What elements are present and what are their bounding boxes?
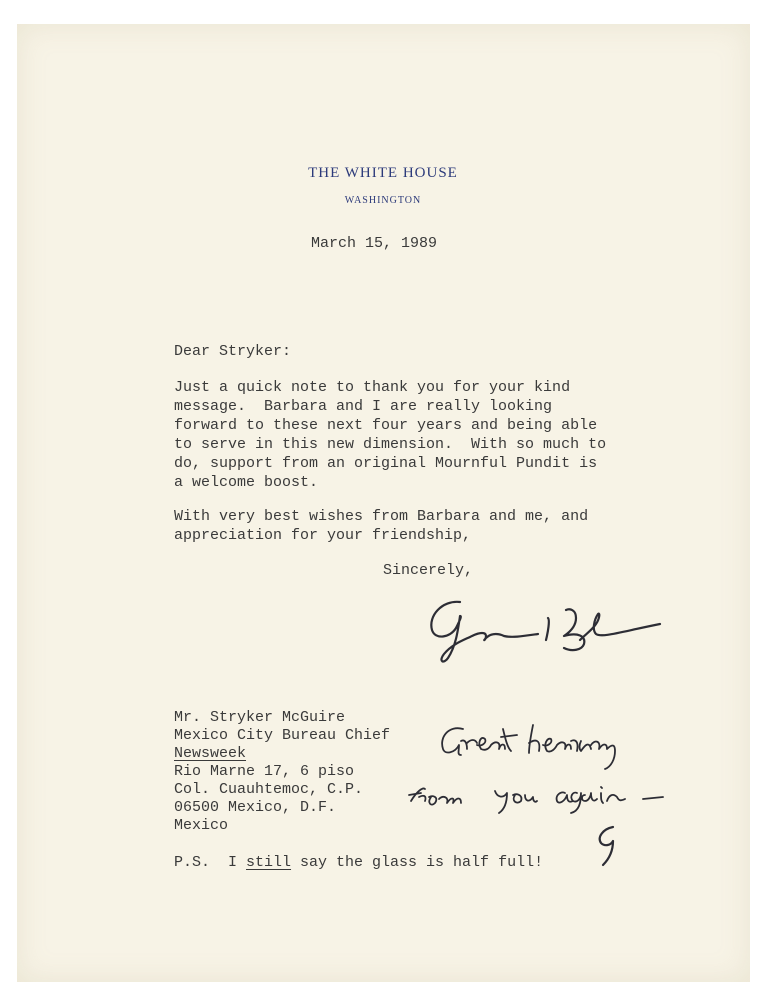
body-line: With very best wishes from Barbara and me, and (174, 508, 589, 525)
address-title: Mexico City Bureau Chief (174, 727, 391, 744)
body-line: Just a quick note to thank you for your kind (174, 379, 571, 396)
postscript-prefix: P.S. I (174, 854, 247, 871)
body-line: appreciation for your friendship, (174, 527, 472, 544)
address-colonia: Col. Cuauhtemoc, C.P. (174, 781, 364, 798)
body-line: forward to these next four years and being able (174, 417, 598, 434)
body-line: message. Barbara and I are really looking (174, 398, 553, 415)
signature (420, 590, 670, 670)
postscript-suffix: say the glass is half full! (291, 854, 544, 871)
handwritten-note (405, 715, 725, 875)
address-organization: Newsweek (174, 745, 247, 762)
postscript-emphasis: still (246, 854, 292, 871)
body-line: a welcome boost. (174, 474, 319, 491)
salutation: Dear Stryker: (174, 343, 292, 360)
letterhead-title: THE WHITE HOUSE (308, 165, 458, 181)
address-street: Rio Marne 17, 6 piso (174, 763, 355, 780)
closing: Sincerely, (383, 562, 474, 579)
address-country: Mexico (174, 817, 229, 834)
letterhead-subtitle: WASHINGTON (344, 195, 422, 206)
address-city: 06500 Mexico, D.F. (174, 799, 337, 816)
body-line: to serve in this new dimension. With so much to (174, 436, 607, 453)
address-name: Mr. Stryker McGuire (174, 709, 346, 726)
body-line: do, support from an original Mournful Pundit is (174, 455, 598, 472)
letter-date: March 15, 1989 (311, 235, 438, 252)
